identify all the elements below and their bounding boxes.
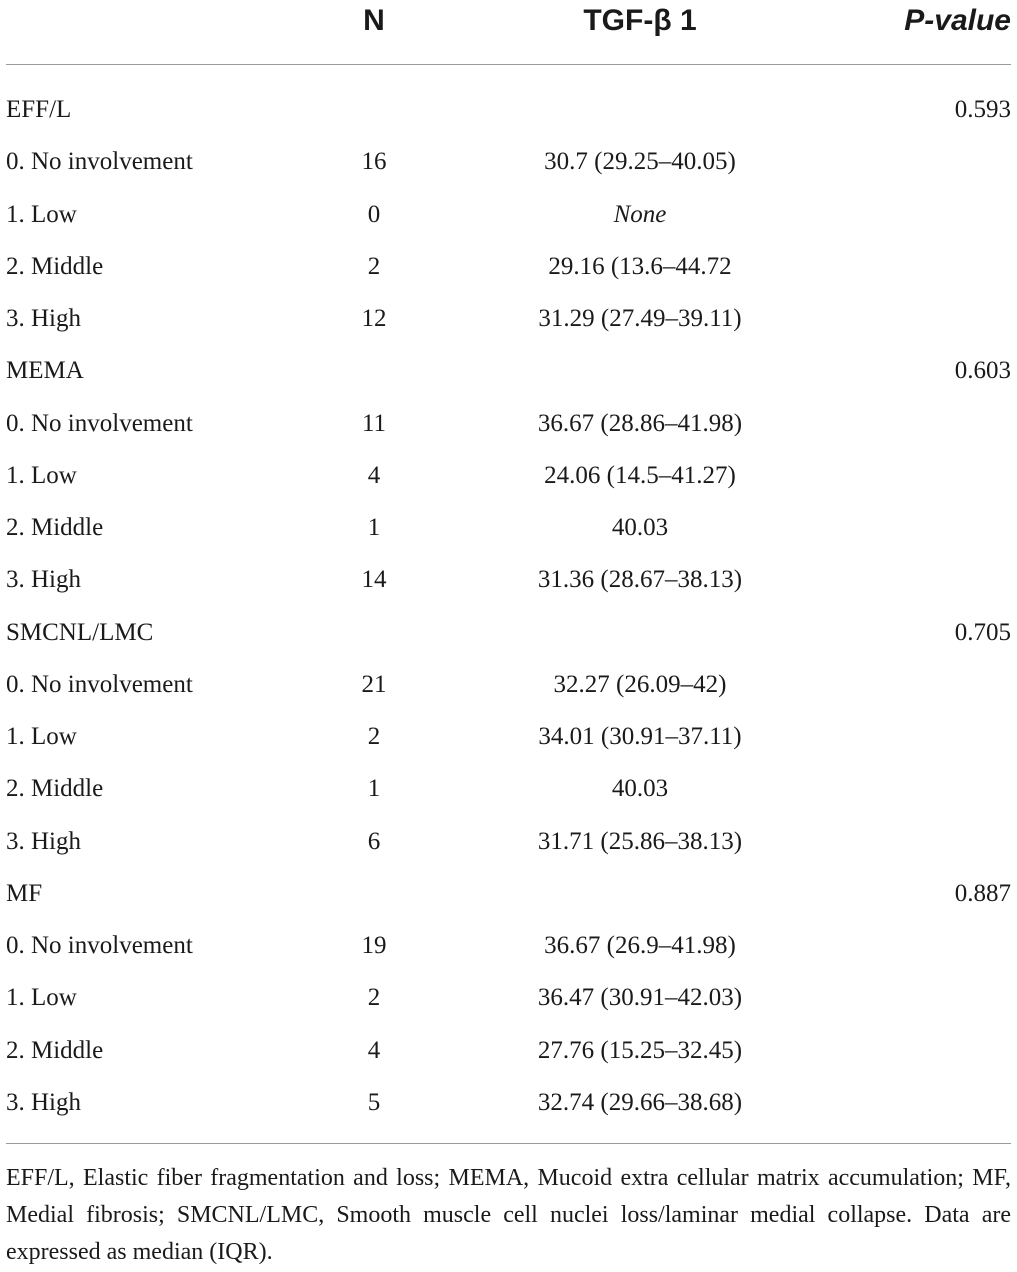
row-n-value: 19 (361, 932, 387, 959)
column-header-n: N (363, 4, 385, 37)
row-label: MEMA (6, 357, 84, 385)
footer-divider (6, 1143, 1011, 1144)
table-row (0, 763, 1017, 815)
row-label: 3. High (6, 566, 81, 594)
row-label: 0. No involvement (6, 409, 193, 437)
table-row (0, 607, 1017, 659)
row-n-value: 4 (367, 1036, 381, 1064)
row-tgf-value: 40.03 (611, 775, 669, 803)
row-tgf-value (460, 868, 820, 920)
row-tgf-value (460, 607, 820, 659)
row-tgf-value: 40.03 (611, 514, 669, 541)
row-n-value: 14 (361, 566, 387, 594)
row-label: 3. High (6, 827, 81, 855)
table-row (0, 189, 1017, 241)
table-row (0, 1025, 1017, 1077)
table-row (0, 659, 1017, 711)
row-tgf-value: 30.7 (29.25–40.05) (544, 148, 736, 176)
row-label: EFF/L (6, 96, 72, 123)
row-tgf-value: 34.01 (30.91–37.11) (538, 723, 742, 750)
row-label: MF (6, 879, 43, 907)
row-tgf-value: None (613, 200, 667, 228)
row-tgf-value: 36.47 (30.91–42.03) (537, 984, 743, 1012)
table-row (0, 816, 1017, 868)
table-row (0, 920, 1017, 972)
row-n-value: 16 (361, 148, 387, 176)
row-label: 1. Low (6, 723, 77, 750)
table-row (0, 1077, 1017, 1129)
row-tgf-value: 27.76 (15.25–32.45) (537, 1036, 743, 1064)
row-tgf-value: 32.27 (26.09–42) (553, 670, 727, 698)
row-tgf-value: 36.67 (28.86–41.98) (537, 409, 743, 437)
header-divider (6, 64, 1011, 65)
row-p-value: 0.603 (954, 357, 1011, 385)
table-row (0, 84, 1017, 136)
table-row (0, 136, 1017, 188)
table-row (0, 502, 1017, 554)
table-body (0, 84, 1017, 1129)
row-label: 3. High (6, 305, 81, 332)
row-tgf-value: 36.67 (26.9–41.98) (544, 932, 736, 959)
table-row (0, 554, 1017, 606)
row-n-value: 1 (367, 514, 381, 541)
column-header-tgf-beta-1: TGF-β 1 (583, 4, 697, 37)
row-label: 0. No involvement (6, 670, 193, 698)
row-p-value: 0.705 (954, 618, 1011, 646)
row-label: SMCNL/LMC (6, 618, 154, 646)
row-n-value (324, 868, 424, 920)
row-n-value (324, 607, 424, 659)
row-tgf-value: 31.71 (25.86–38.13) (537, 827, 743, 855)
table-row (0, 450, 1017, 502)
row-tgf-value (460, 84, 820, 136)
column-header-p-value: P-value (904, 4, 1011, 37)
row-n-value: 21 (361, 670, 387, 698)
table-row (0, 711, 1017, 763)
row-label: 2. Middle (6, 252, 104, 280)
row-label: 2. Middle (6, 1036, 104, 1064)
row-n-value: 2 (367, 984, 381, 1012)
table-row (0, 241, 1017, 293)
table-row (0, 398, 1017, 450)
row-tgf-value (460, 345, 820, 397)
table-row (0, 345, 1017, 397)
row-label: 1. Low (6, 984, 77, 1012)
row-tgf-value: 29.16 (13.6–44.72 (548, 252, 732, 280)
table-header (0, 0, 1017, 46)
row-tgf-value: 31.29 (27.49–39.11) (538, 305, 742, 332)
row-n-value (324, 84, 424, 136)
row-n-value: 1 (367, 775, 381, 803)
row-label: 0. No involvement (6, 148, 193, 176)
row-n-value: 5 (367, 1088, 381, 1116)
row-n-value (324, 345, 424, 397)
table-row (0, 972, 1017, 1024)
row-n-value: 6 (367, 827, 381, 855)
row-label: 3. High (6, 1088, 81, 1116)
table-footnote: EFF/L, Elastic fiber fragmentation and loss; MEMA, Mucoid extra cellular matrix accumulation; MF, Medial fibrosis; SMCNL/LMC, Smooth muscle cell nuclei loss/laminar medial collapse. Data are expressed as median (IQR). (6, 1165, 1011, 1265)
row-p-value: 0.593 (954, 96, 1011, 123)
row-label: 1. Low (6, 461, 77, 489)
row-label: 1. Low (6, 200, 77, 228)
row-n-value: 11 (361, 409, 387, 437)
row-p-value: 0.887 (954, 879, 1011, 907)
row-n-value: 0 (367, 200, 381, 228)
row-label: 2. Middle (6, 775, 104, 803)
row-tgf-value: 31.36 (28.67–38.13) (537, 566, 743, 594)
row-n-value: 2 (367, 723, 381, 750)
row-n-value: 12 (361, 305, 387, 332)
table-row (0, 868, 1017, 920)
row-tgf-value: 32.74 (29.66–38.68) (537, 1088, 743, 1116)
row-n-value: 2 (367, 252, 381, 280)
row-n-value: 4 (367, 461, 381, 489)
row-label: 0. No involvement (6, 932, 193, 959)
row-tgf-value: 24.06 (14.5–41.27) (544, 461, 736, 489)
table-row (0, 293, 1017, 345)
row-label: 2. Middle (6, 514, 104, 541)
